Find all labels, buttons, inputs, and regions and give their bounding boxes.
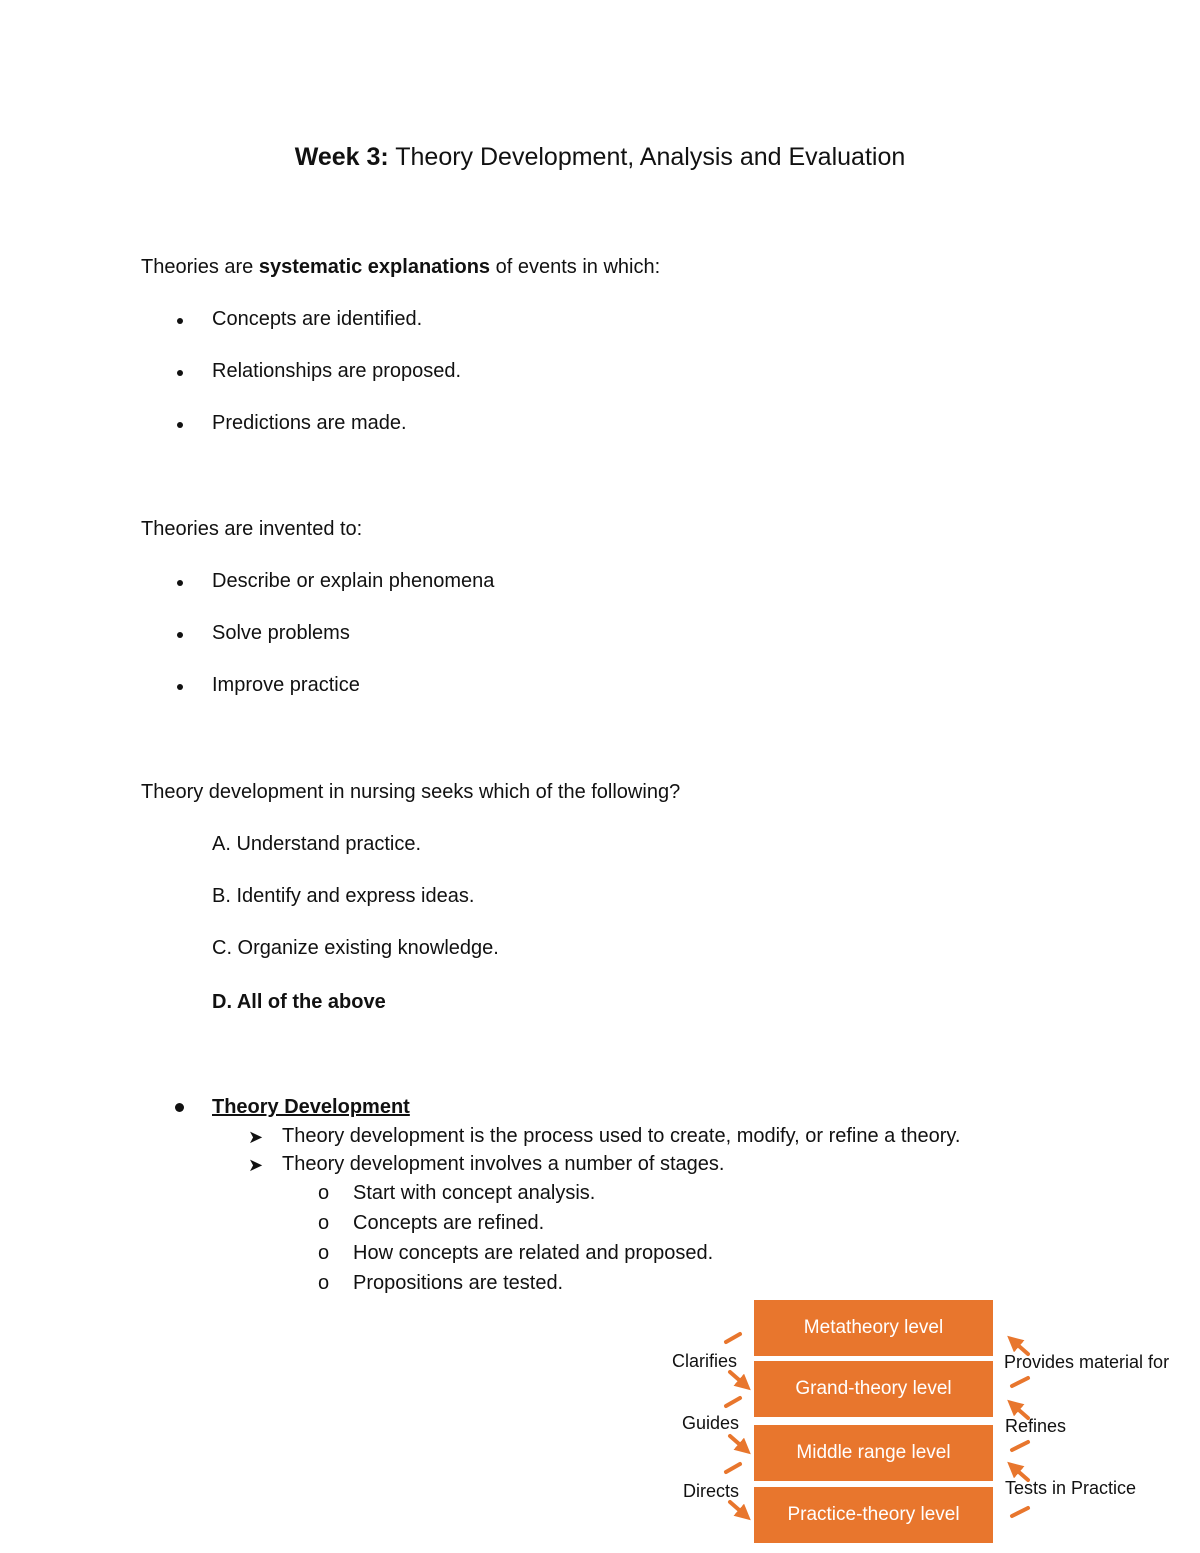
bullet-icon <box>177 580 183 586</box>
question-option: C. Organize existing knowledge. <box>212 937 499 959</box>
metatheory-level-box: Metatheory level <box>754 1300 993 1356</box>
bullet-icon <box>177 422 183 428</box>
circle-bullet-icon: o <box>318 1242 330 1264</box>
right-dash <box>1012 1378 1028 1386</box>
bullet-icon <box>177 632 183 638</box>
question-option: B. Identify and express ideas. <box>212 885 475 907</box>
section-heading-text: Theory Development <box>212 1096 410 1118</box>
circle-bullet-icon: o <box>318 1182 330 1204</box>
left-dash <box>726 1398 740 1406</box>
title-week: Week 3: <box>294 143 389 171</box>
theory-levels-diagram <box>660 1296 1200 1553</box>
bullet-icon <box>175 1103 184 1112</box>
intro-paragraph <box>141 256 660 279</box>
section-point-text: Theory development involves a number of stages. <box>282 1153 725 1175</box>
stage-text: How concepts are related and proposed. <box>353 1242 714 1264</box>
arrow-bullet-icon: ➤ <box>248 1155 264 1175</box>
invented-bullet-text: Describe or explain phenomena <box>212 570 495 592</box>
practice-theory-level-box: Practice-theory level <box>754 1487 993 1543</box>
bullet-icon <box>177 684 183 690</box>
label-provides-material-for: Provides material for <box>1004 1352 1170 1372</box>
intro-bullet-text: Concepts are identified. <box>212 308 423 330</box>
circle-bullet-icon: o <box>318 1212 330 1234</box>
right-dash <box>1012 1508 1028 1516</box>
stage-text: Concepts are refined. <box>353 1212 545 1234</box>
title-rest: Theory Development, Analysis and Evaluation <box>388 143 906 171</box>
section-point-text: Theory development is the process used to create, modify, or refine a theory. <box>282 1125 961 1147</box>
intro-bullet-text: Predictions are made. <box>212 412 407 434</box>
left-arrow-icon <box>730 1372 746 1386</box>
label-directs: Directs <box>683 1481 740 1501</box>
page-title <box>0 143 1200 172</box>
question-option: A. Understand practice. <box>212 833 421 855</box>
grand-theory-level-box: Grand-theory level <box>754 1361 993 1417</box>
invented-bullet-text: Solve problems <box>212 622 350 644</box>
invented-heading: Theories are invented to: <box>141 518 363 540</box>
question-text: Theory development in nursing seeks which of the following? <box>141 781 681 803</box>
left-arrow-icon <box>730 1502 746 1516</box>
label-tests-in-practice: Tests in Practice <box>1005 1478 1137 1498</box>
left-dash <box>726 1334 740 1342</box>
stage-text: Propositions are tested. <box>353 1272 564 1294</box>
bullet-icon <box>177 370 183 376</box>
intro-bold: systematic explanations <box>258 256 491 278</box>
bullet-icon <box>177 318 183 324</box>
left-arrow-icon <box>730 1436 746 1450</box>
label-clarifies: Clarifies <box>672 1351 738 1371</box>
right-dash <box>1012 1442 1028 1450</box>
intro-before: Theories are <box>141 256 259 278</box>
intro-after: of events in which: <box>490 256 661 278</box>
intro-bullet-text: Relationships are proposed. <box>212 360 462 382</box>
left-dash <box>726 1464 740 1472</box>
circle-bullet-icon: o <box>318 1272 330 1294</box>
question-answer-option: D. All of the above <box>212 991 386 1013</box>
middle-range-level-box: Middle range level <box>754 1425 993 1481</box>
invented-bullet-text: Improve practice <box>212 674 360 696</box>
stage-text: Start with concept analysis. <box>353 1182 596 1204</box>
label-guides: Guides <box>682 1413 740 1433</box>
label-refines: Refines <box>1005 1416 1067 1436</box>
arrow-bullet-icon: ➤ <box>248 1127 264 1147</box>
